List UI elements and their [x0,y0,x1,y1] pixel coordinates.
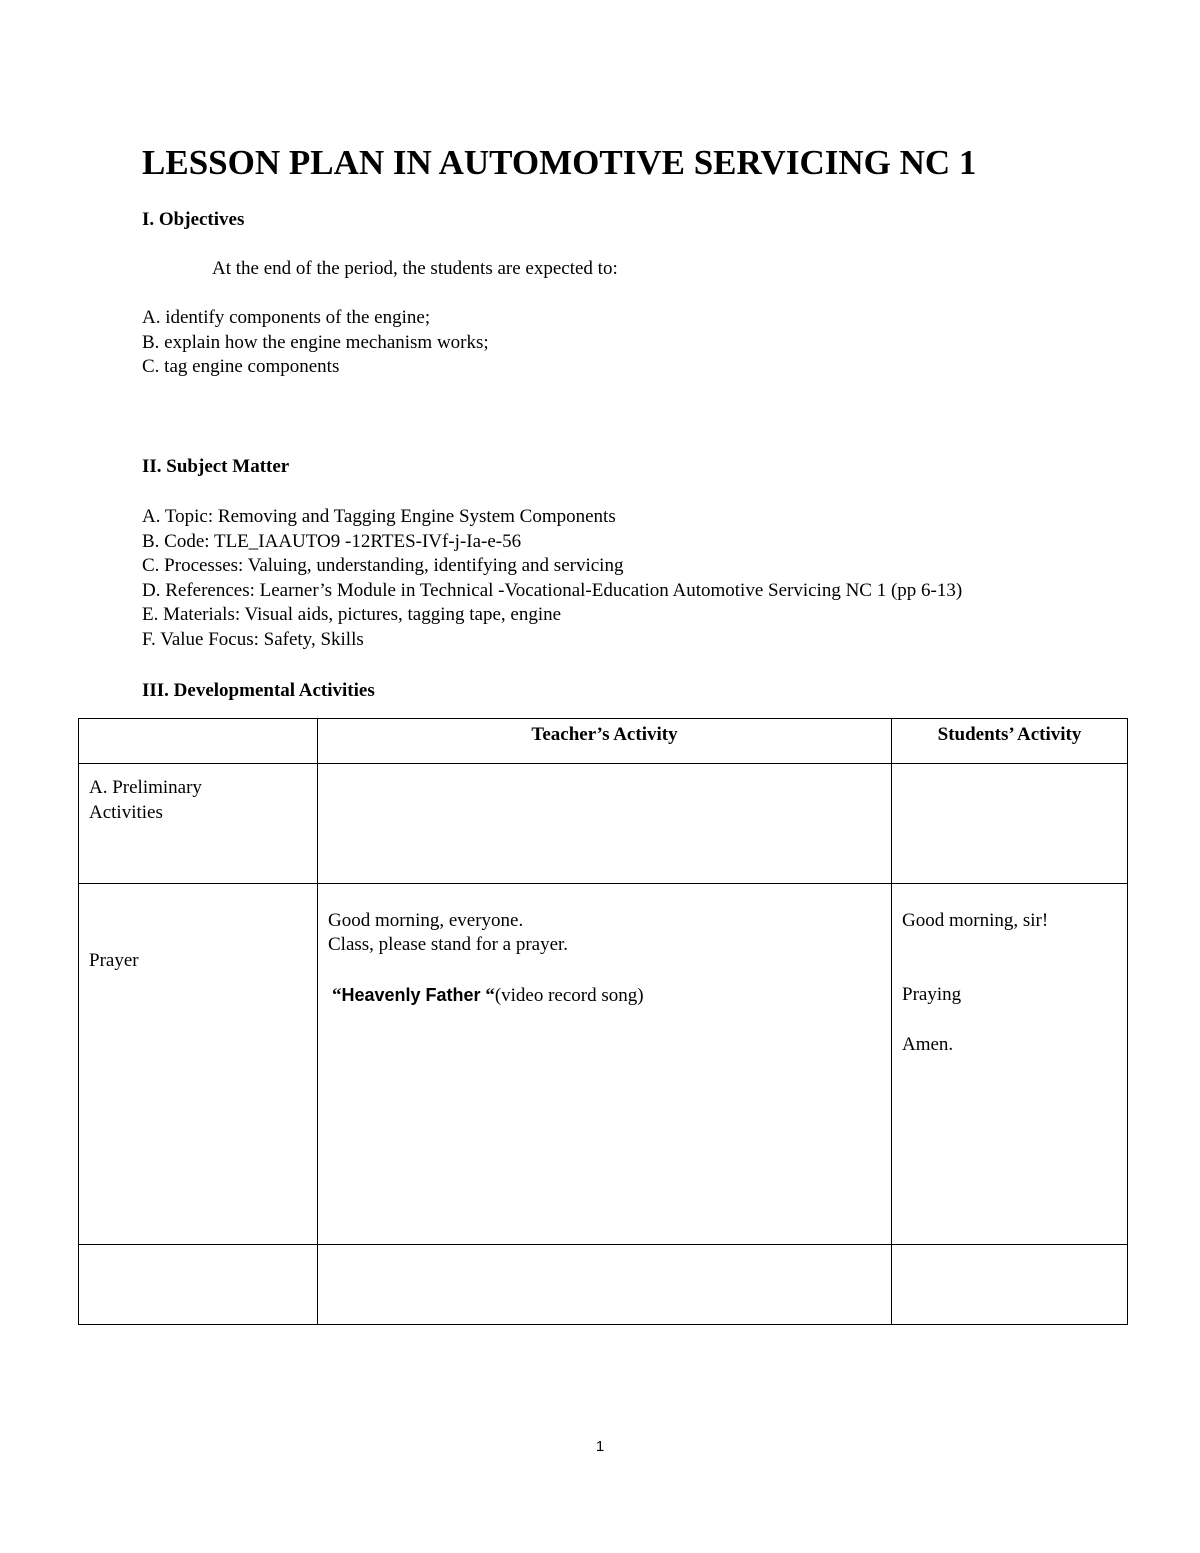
objective-item: C. tag engine components [142,356,340,378]
objective-item: A. identify components of the engine; [142,307,431,328]
page-title: LESSON PLAN IN AUTOMOTIVE SERVICING NC 1 [142,143,977,182]
preliminary-label-line: Activities [89,802,163,823]
subject-matter-item: E. Materials: Visual aids, pictures, tagging tape, engine [142,604,562,626]
song-open-quote: “ [332,985,342,1006]
objectives-intro: At the end of the period, the students are expected to: [212,258,618,279]
table-row [79,884,1128,1245]
subject-matter-list [142,505,962,653]
header-students-activity: Students’ Activity [892,719,1128,764]
objective-item: B. explain how the engine mechanism works; [142,331,489,353]
preliminary-activities-label [79,764,318,884]
spacer [328,957,891,983]
subject-matter-item: B. Code: TLE_IAAUTO9 -12RTES-IVf-j-Ia-e-56 [142,530,522,552]
song-title: Heavenly Father [341,985,481,1005]
preliminary-label-line: A. Preliminary [89,777,202,798]
table-row [79,764,1128,884]
table-row [79,1245,1128,1325]
prayer-song [328,983,891,1008]
prayer-label: Prayer [89,950,139,971]
spacer [902,933,1127,983]
preliminary-student-cell [892,764,1128,884]
song-note: (video record song) [494,985,644,1006]
empty-cell [79,1245,318,1325]
page-number: 1 [595,1438,605,1455]
teacher-greeting: Good morning, everyone. [328,910,524,931]
empty-cell [892,1245,1128,1325]
preliminary-teacher-cell [318,764,892,884]
subject-matter-item: D. References: Learner’s Module in Technical -Vocational-Education Automotive Servicing NC 1 (pp 6-13) [142,579,963,601]
objectives-heading: I. Objectives [142,209,245,230]
header-cell-empty [79,719,318,764]
teacher-instruction: Class, please stand for a prayer. [328,934,569,955]
student-praying: Praying [902,984,962,1005]
spacer [902,1007,1127,1033]
table-header-row [79,719,1128,764]
student-amen: Amen. [902,1034,954,1055]
prayer-teacher-cell [318,884,892,1245]
subject-matter-item: C. Processes: Valuing, understanding, identifying and servicing [142,555,624,577]
prayer-label-cell [79,884,318,1245]
header-teachers-activity: Teacher’s Activity [318,719,892,764]
student-greeting: Good morning, sir! [902,910,1049,931]
subject-matter-item: A. Topic: Removing and Tagging Engine System Components [142,506,616,527]
song-close-quote: “ [480,985,495,1006]
objectives-list [142,306,489,380]
subject-matter-item: F. Value Focus: Safety, Skills [142,628,364,650]
empty-cell [318,1245,892,1325]
subject-matter-heading: II. Subject Matter [142,456,290,477]
activities-table [78,718,1128,1325]
prayer-student-cell [892,884,1128,1245]
developmental-activities-heading: III. Developmental Activities [142,680,375,701]
